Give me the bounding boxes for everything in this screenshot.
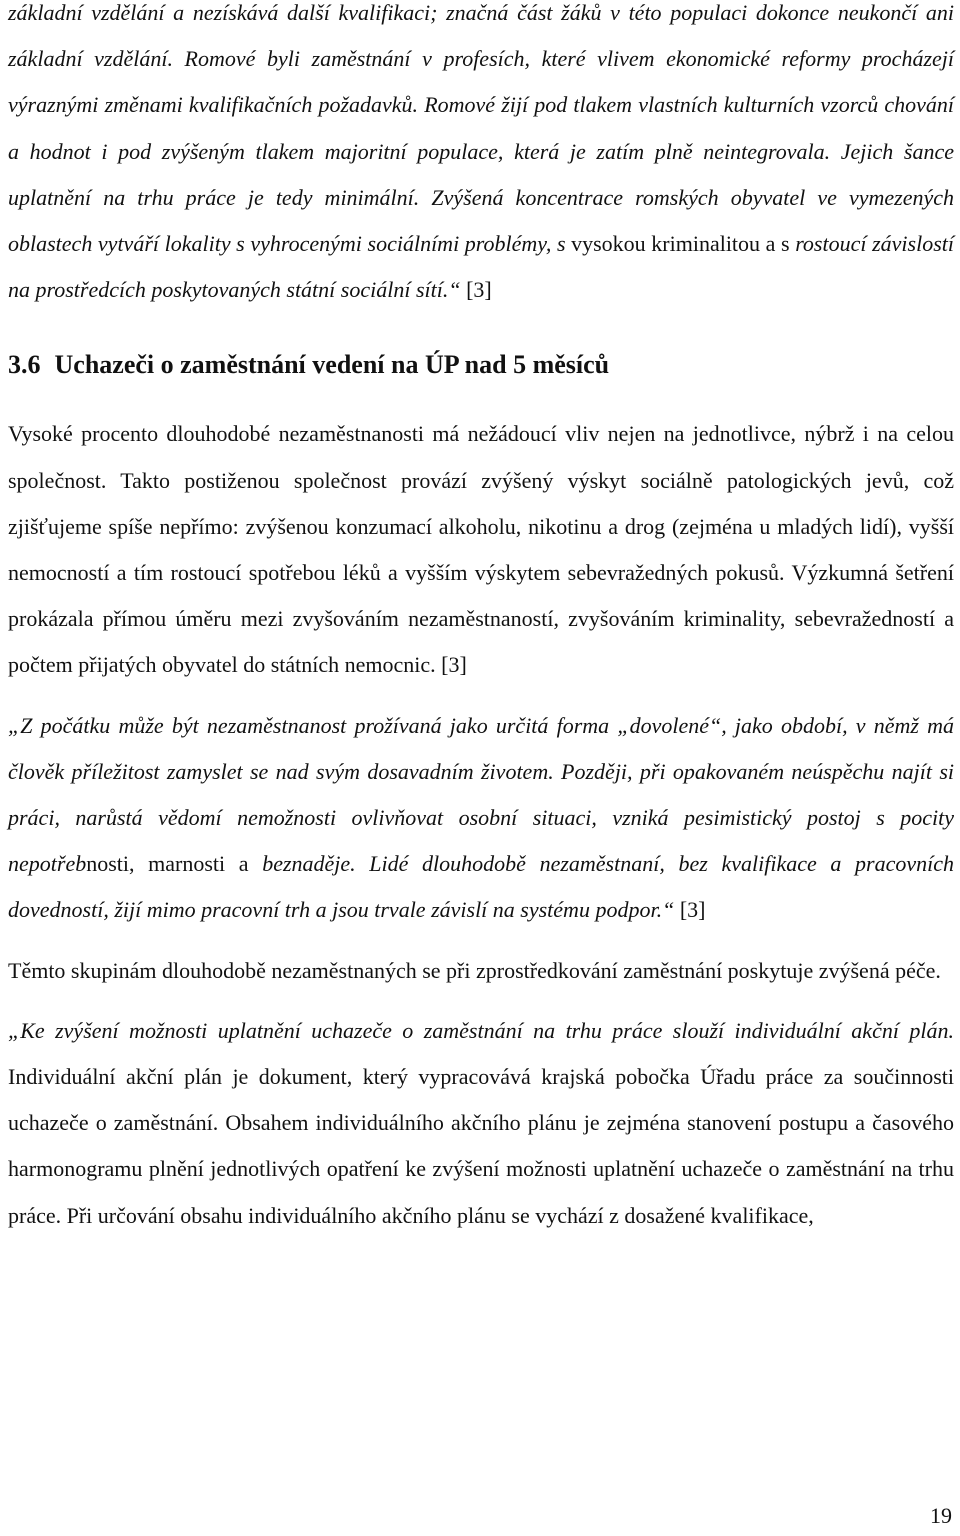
page-number: 19: [930, 1503, 952, 1528]
citation: [3]: [460, 277, 492, 303]
citation: [3]: [674, 897, 706, 923]
normal-text: nosti, marnosti a: [86, 851, 263, 877]
normal-text: vysokou kriminalitou a s: [565, 231, 796, 257]
italic-text: rostoucí závislostí na prostředcích poskytovaných státní sociální sítí.“: [8, 231, 954, 303]
paragraph-action-plan: [8, 1008, 954, 1239]
italic-text: beznaděje. Lidé dlouhodobě nezaměstnaní, bez kvalifikace a pracovních dovedností, žijí mimo pracovní trh a jsou trvale závislí na systému podpor.“: [8, 851, 954, 923]
normal-text: Individuální akční plán je dokument, který vypracovává krajská pobočka Úřadu práce za součinnosti uchazeče o zaměstnání. Obsahem individuálního akčního plánu je zejména stanovení postupu a časového harmonogramu plnění jednotlivých opatření ke zvýšení možnosti uplatnění uchazeče o zaměstnání na trhu práce. Při určování obsahu individuálního akčního plánu se vychází z dosažené kvalifikace,: [8, 1064, 954, 1228]
paragraph-roma-employment: [8, 0, 954, 313]
section-title: Uchazeči o zaměstnání vedení na ÚP nad 5 měsíců: [54, 350, 610, 380]
section-heading: [8, 345, 954, 385]
italic-text: „Ke zvýšení možnosti uplatnění uchazeče o zaměstnání na trhu práce slouží individuální akční plán.: [8, 1017, 954, 1043]
paragraph-quote-unemployment: [8, 703, 954, 934]
document-body: [8, 0, 954, 1239]
section-number: 3.6: [8, 350, 41, 380]
italic-text: základní vzdělání a nezískává další kvalifikaci; značná část žáků v této populaci dokonce neukončí ani základní vzdělání. Romové byli zaměstnání v profesích, které vlivem ekonomické reformy procházejí výraznými změnami kvalifikačních požadavků. Romové žijí pod tlakem vlastních kulturních vzorců chování a hodnot i pod zvýšeným tlakem majoritní populace, která je zatím plně neintegrovala. Jejich šance uplatnění na trhu práce je tedy minimální. Zvýšená koncentrace romských obyvatel ve vymezených oblastech vytváří lokality s vyhrocenými sociálními problémy, s: [8, 0, 954, 257]
paragraph-unemployment-impact: Vysoké procento dlouhodobé nezaměstnanosti má nežádoucí vliv nejen na jednotlivce, nýbrž i na celou společnost. Takto postiženou společnost provází zvýšený výskyt sociálně patologických jevů, což zjišťujeme spíše nepřímo: zvýšenou konzumací alkoholu, nikotinu a drog (zejména u mladých lidí), vyšší nemocností a tím rostoucí spotřebou léků a vyšším výskytem sebevražedných pokusů. Výzkumná šetření prokázala přímou úměru mezi zvyšováním nezaměstnaností, zvyšováním kriminality, sebevražedností a počtem přijatých obyvatel do státních nemocnic. [3]: [8, 421, 954, 678]
paragraph-care: Těmto skupinám dlouhodobě nezaměstnaných se při zprostředkování zaměstnání poskytuje zvýšená péče.: [8, 957, 941, 983]
italic-text: „Z počátku může být nezaměstnanost prožívaná jako určitá forma „dovolené“, jako období, v němž má člověk příležitost zamyslet se nad svým dosavadním životem. Později, při opakovaném neúspěchu najít si práci, narůstá vědomí nemožnosti ovlivňovat osobní situaci, vzniká pesimistický postoj s pocity nepotřeb: [8, 712, 954, 877]
